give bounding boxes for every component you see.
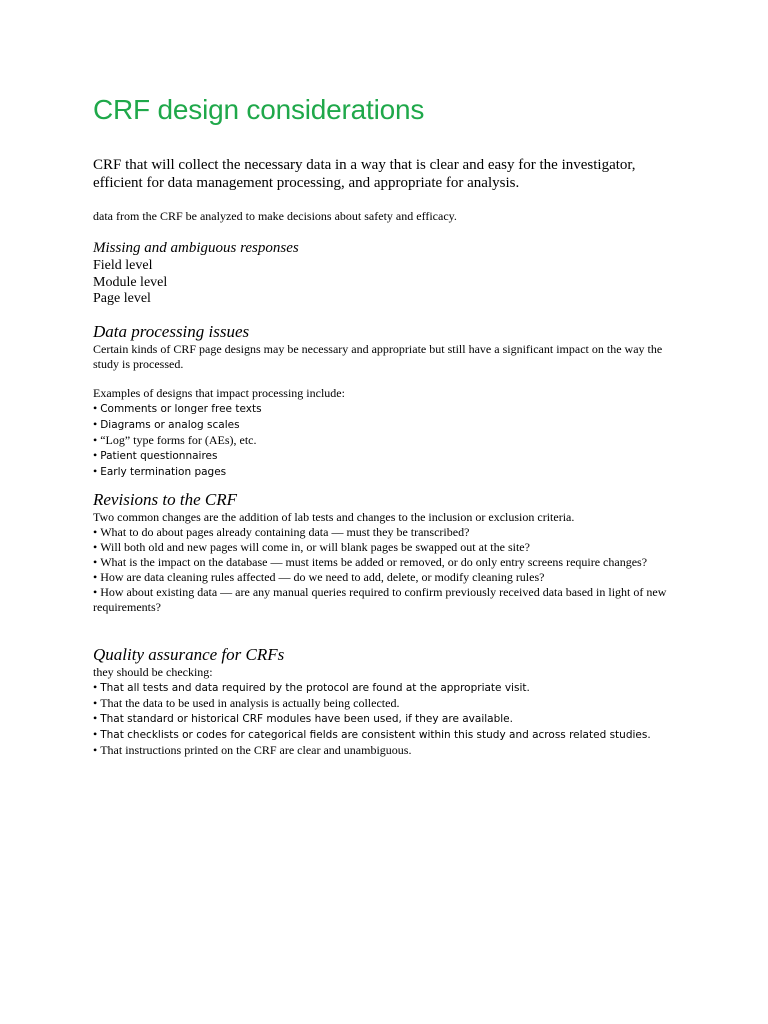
revisions-bullets	[93, 525, 683, 615]
analysis-note: data from the CRF be analyzed to make decisions about safety and efficacy.	[93, 209, 457, 223]
page-title: CRF design considerations	[93, 94, 425, 125]
revisions-heading: Revisions to the CRF	[93, 490, 238, 509]
list-item: • That all tests and data required by the protocol are found at the appropriate visit.	[93, 680, 683, 696]
list-item: • That instructions printed on the CRF are clear and unambiguous.	[93, 743, 683, 758]
list-item: • How about existing data — are any manual queries required to confirm previously received data based in light of new requirements?	[93, 585, 683, 615]
list-item: • That standard or historical CRF modules have been used, if they are available.	[93, 711, 683, 727]
list-item: • Patient questionnaires	[93, 448, 683, 464]
list-item: Page level	[93, 291, 151, 306]
revisions-paragraph: Two common changes are the addition of lab tests and changes to the inclusion or exclusion criteria.	[93, 510, 575, 524]
processing-lead: Examples of designs that impact processing include:	[93, 386, 345, 400]
processing-heading: Data processing issues	[93, 322, 250, 341]
list-item: Module level	[93, 274, 168, 290]
missing-responses-list	[93, 258, 683, 308]
processing-bullets	[93, 401, 683, 480]
list-item: • Diagrams or analog scales	[93, 417, 683, 433]
list-item: • What is the impact on the database — must items be added or removed, or do only entry screens require changes?	[93, 555, 683, 570]
processing-paragraph: Certain kinds of CRF page designs may be necessary and appropriate but still have a significant impact on the way the study is processed.	[93, 342, 663, 371]
missing-responses-section	[93, 238, 683, 308]
list-item: • Early termination pages	[93, 464, 683, 480]
missing-responses-heading: Missing and ambiguous responses	[93, 240, 299, 256]
quality-section	[93, 645, 683, 758]
list-item: • How are data cleaning rules affected — do we need to add, delete, or modify cleaning rules?	[93, 570, 683, 585]
list-item: • That the data to be used in analysis is actually being collected.	[93, 696, 683, 711]
list-item: • Will both old and new pages will come in, or will blank pages be swapped out at the site?	[93, 540, 683, 555]
list-item: • That checklists or codes for categorical fields are consistent within this study and across related studies.	[93, 727, 683, 743]
list-item: • Comments or longer free texts	[93, 401, 683, 417]
intro-paragraph: CRF that will collect the necessary data in a way that is clear and easy for the investigator, efficient for data management processing, and appropriate for analysis.	[93, 157, 636, 191]
quality-bullets	[93, 680, 683, 758]
list-item: • “Log” type forms for (AEs), etc.	[93, 433, 683, 448]
list-item: Field level	[93, 258, 153, 273]
revisions-section	[93, 490, 683, 615]
quality-lead: they should be checking:	[93, 665, 213, 679]
quality-heading: Quality assurance for CRFs	[93, 645, 285, 664]
list-item: • What to do about pages already containing data — must they be transcribed?	[93, 525, 683, 540]
processing-section	[93, 322, 683, 480]
